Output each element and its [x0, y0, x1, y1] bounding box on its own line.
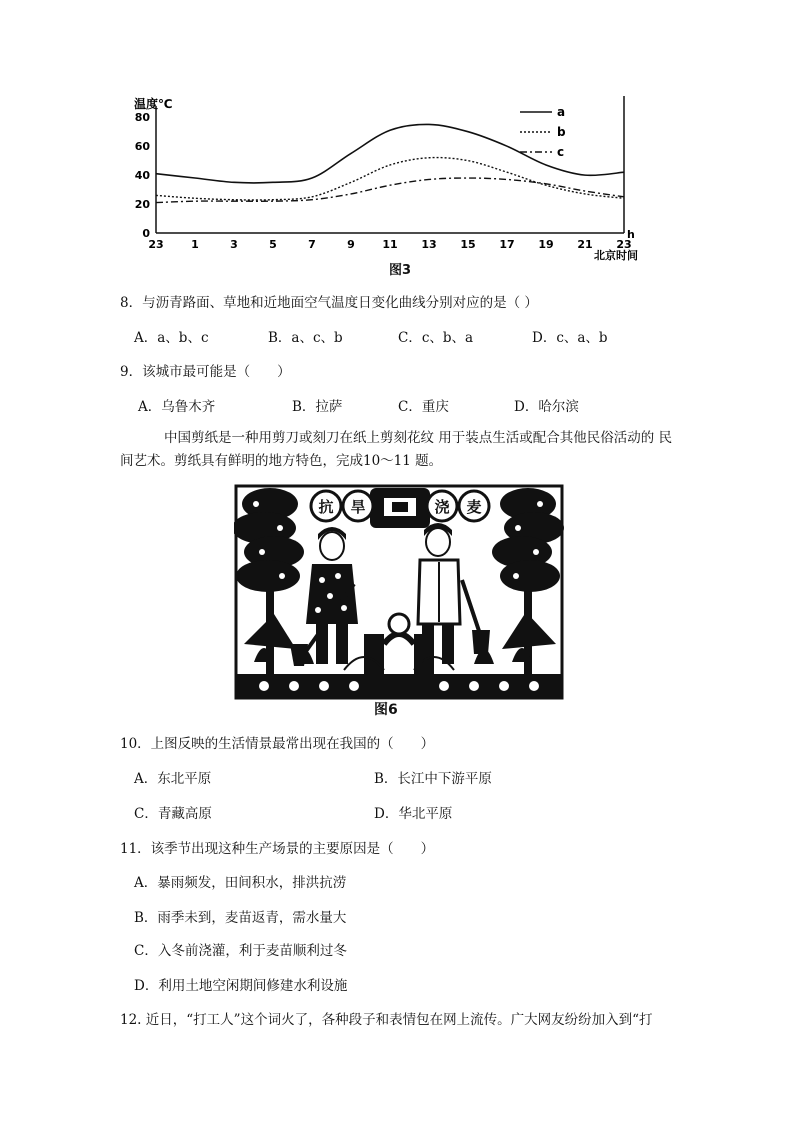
intro-line-1: 中国剪纸是一种用剪刀或刻刀在纸上剪刻花纹 用于装点生活或配合其他民俗活动的 民	[164, 430, 673, 446]
question-9-stem: 9．该城市最可能是（ ）	[120, 364, 291, 380]
x-tick-label: 15	[460, 238, 476, 251]
question-11-option-b[interactable]: B．雨季未到，麦苗返青，需水量大	[134, 910, 347, 926]
question-10-option-a[interactable]: A．东北平原	[134, 771, 212, 787]
x-tick-label: 3	[230, 238, 238, 251]
y-tick-label: 40	[134, 169, 150, 183]
x-tick-label: 1	[191, 238, 199, 251]
banner-char-4: 麦	[466, 498, 482, 516]
x-tick-label: 9	[347, 238, 355, 251]
series-line-a	[156, 124, 624, 182]
question-11-option-c[interactable]: C．入冬前浇灌，利于麦苗顺利过冬	[134, 943, 347, 959]
banner-char-2: 旱	[350, 498, 366, 516]
question-9-option-d[interactable]: D．哈尔滨	[514, 399, 579, 415]
question-8-option-d[interactable]: D．c、a、b	[532, 330, 608, 346]
series-line-b	[156, 158, 624, 200]
question-9-option-b[interactable]: B．拉萨	[292, 399, 343, 415]
intro-line-2: 间艺术。剪纸具有鲜明的地方特色，完成10～11 题。	[120, 453, 443, 469]
chart-y-axis-label: 温度℃	[134, 97, 173, 111]
legend-label-b: b	[557, 125, 566, 139]
y-tick-label: 60	[134, 140, 150, 154]
question-11-stem: 11．该季节出现这种生产场景的主要原因是（ ）	[120, 841, 435, 857]
temperature-line-chart	[120, 92, 660, 272]
banner	[370, 488, 430, 528]
y-tick-label: 0	[142, 227, 150, 240]
x-tick-label: 5	[269, 238, 277, 251]
question-9-option-a[interactable]: A．乌鲁木齐	[138, 399, 216, 415]
y-tick-label: 20	[134, 198, 150, 212]
question-10-option-d[interactable]: D．华北平原	[374, 806, 453, 822]
chart-x-axis-label: 北京时间	[594, 249, 638, 262]
question-8-stem: 8．与沥青路面、草地和近地面空气温度日变化曲线分别对应的是（ ）	[120, 295, 538, 311]
x-tick-label: 23	[148, 238, 164, 251]
question-8-option-b[interactable]: B．a、c、b	[268, 330, 343, 346]
legend-label-c: c	[557, 145, 565, 159]
figure6-caption: 图6	[374, 702, 398, 718]
x-tick-label: 17	[499, 238, 515, 251]
question-8-option-a[interactable]: A．a、b、c	[134, 330, 209, 346]
question-11-option-a[interactable]: A．暴雨频发，田间积水，排洪抗涝	[134, 875, 347, 891]
x-tick-label: 11	[382, 238, 398, 251]
question-11-option-d[interactable]: D．利用土地空闲期间修建水利设施	[134, 978, 348, 994]
banner-char-1: 抗	[318, 498, 334, 516]
chart-series	[156, 124, 624, 202]
chart-legend	[520, 105, 566, 159]
figure3-caption: 图3	[389, 263, 412, 278]
x-tick-label: 19	[538, 238, 554, 251]
x-tick-label: 23	[616, 238, 632, 251]
question-8-option-c[interactable]: C．c、b、a	[398, 330, 474, 346]
paper-cut-illustration	[234, 484, 564, 700]
chart-x-unit: h	[627, 228, 635, 241]
x-tick-label: 7	[308, 238, 316, 251]
question-10-stem: 10．上图反映的生活情景最常出现在我国的（ ）	[120, 736, 435, 752]
question-10-option-b[interactable]: B．长江中下游平原	[374, 771, 492, 787]
question-9-option-c[interactable]: C．重庆	[398, 399, 449, 415]
question-10-option-c[interactable]: C．青藏高原	[134, 806, 212, 822]
x-tick-label: 21	[577, 238, 593, 251]
banner-char-3: 浇	[434, 498, 450, 516]
legend-label-a: a	[557, 105, 566, 119]
y-tick-label: 80	[134, 111, 150, 125]
x-tick-label: 13	[421, 238, 437, 251]
question-12-stem: 12. 近日，“打工人”这个词火了，各种段子和表情包在网上流传。广大网友纷纷加入到“打	[120, 1012, 653, 1028]
